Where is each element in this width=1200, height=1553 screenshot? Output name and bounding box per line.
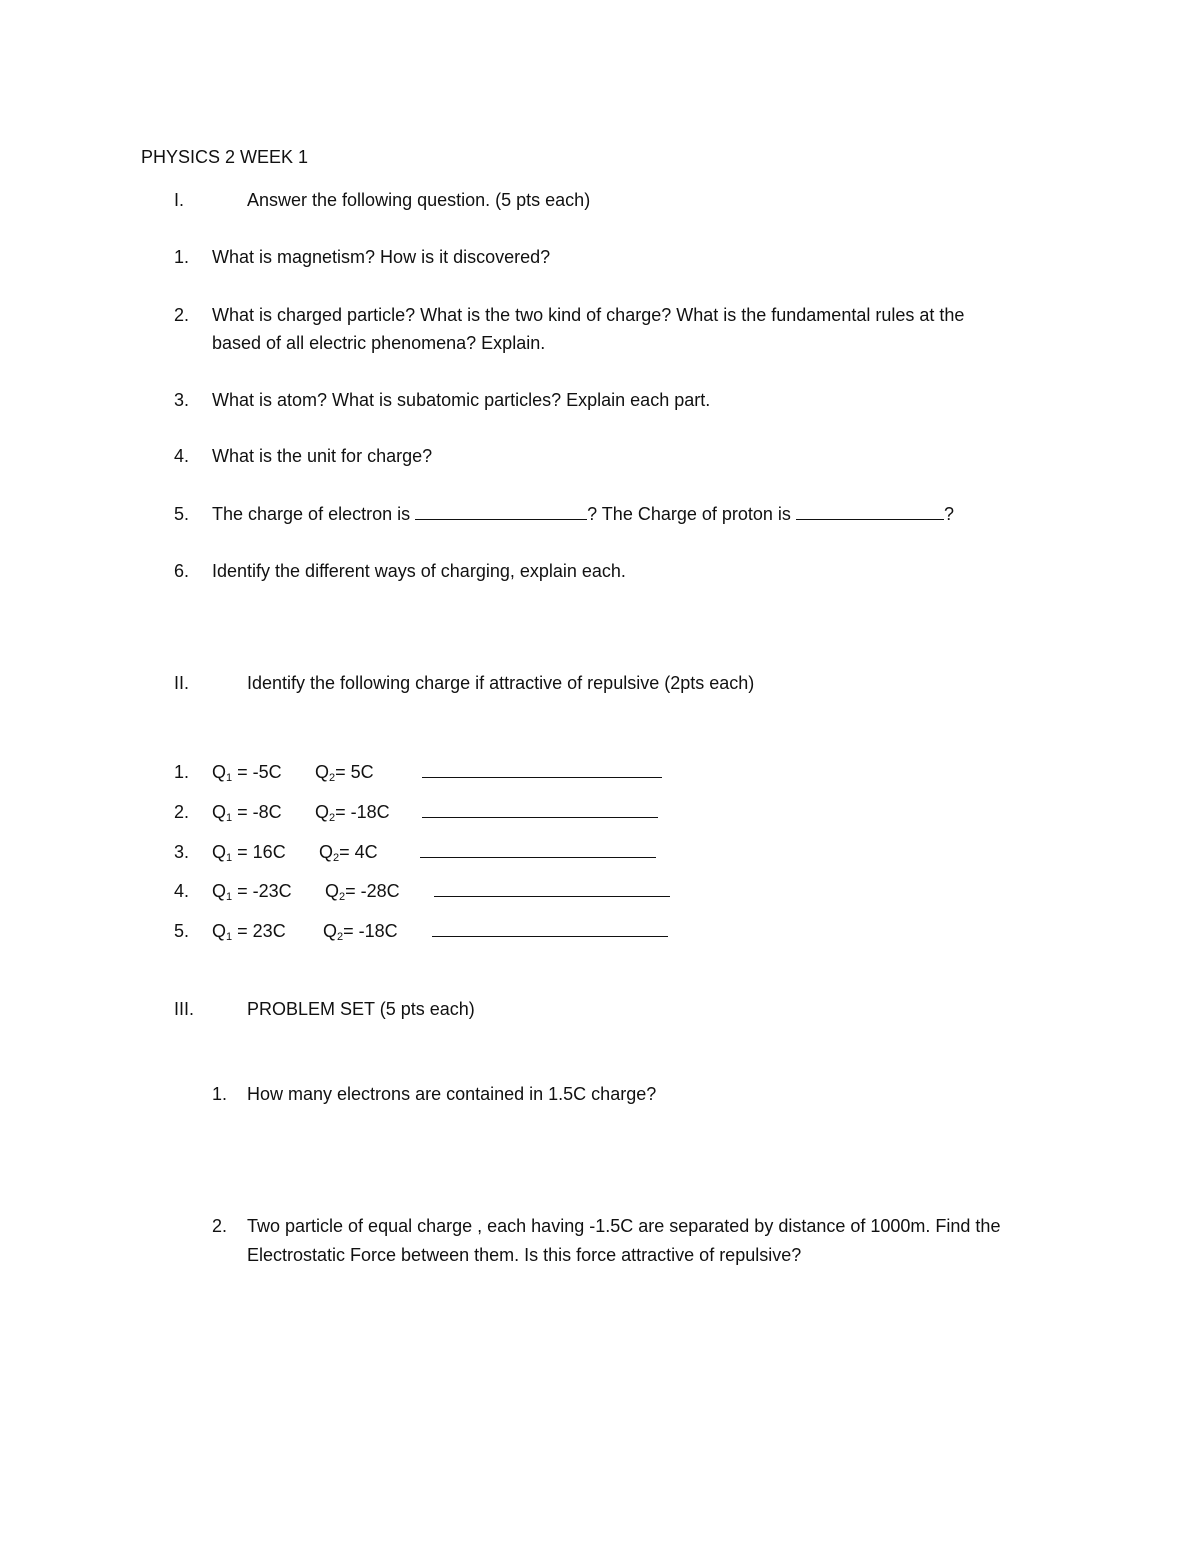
charge-q1: $Q_1 = 16C$ — [212, 842, 286, 864]
question-text: What is magnetism? How is it discovered? — [212, 247, 551, 267]
item-number: 4. — [174, 881, 190, 901]
answer-blank[interactable] — [422, 761, 662, 778]
item-number: 2. — [174, 802, 190, 822]
charge-pair — [212, 919, 668, 949]
question-text: Identify the different ways of charging, explain each. — [212, 561, 626, 581]
charge-q1: $Q_1 = -23C$ — [212, 881, 292, 903]
question-number: 6. — [174, 561, 190, 581]
answer-blank[interactable] — [796, 503, 944, 520]
question-text: What is atom? What is subatomic particles? Explain each part. — [212, 390, 711, 410]
charge-q2: $Q_2= -28C$ — [325, 881, 400, 903]
charge-q2: $Q_2= -18C$ — [323, 921, 398, 943]
problem-text: How many electrons are contained in 1.5C charge? — [247, 1084, 657, 1104]
question-number: 5. — [174, 504, 190, 524]
question-number: 2. — [174, 305, 190, 325]
problem-text: Two particle of equal charge , each having -1.5C are separated by distance of 1000m. Find the — [247, 1216, 1001, 1236]
question-text-part: ? The Charge of proton is — [587, 504, 791, 524]
item-number: 5. — [174, 921, 190, 941]
question-text: What is charged particle? What is the two kind of charge? What is the fundamental rules at the — [212, 305, 965, 325]
charge-q1: $Q_1 = 23C$ — [212, 921, 286, 943]
section-2-numeral: II. — [174, 673, 190, 693]
charge-q1: $Q_1 = -5C$ — [212, 762, 282, 784]
question-number: 4. — [174, 446, 190, 466]
question-number: 3. — [174, 390, 190, 410]
problem-text-continued: Electrostatic Force between them. Is this force attractive of repulsive? — [247, 1245, 802, 1265]
question-text-continued: based of all electric phenomena? Explain. — [212, 333, 546, 353]
section-1-numeral: I. — [174, 190, 185, 210]
problem-number: 1. — [212, 1084, 228, 1104]
question-number: 1. — [174, 247, 190, 267]
page-title: PHYSICS 2 WEEK 1 — [141, 147, 309, 167]
charge-pair — [212, 800, 658, 830]
charge-q2: $Q_2= -18C$ — [315, 802, 390, 824]
section-3-heading: PROBLEM SET (5 pts each) — [247, 999, 475, 1019]
section-3-numeral: III. — [174, 999, 195, 1019]
answer-blank[interactable] — [432, 920, 668, 937]
charge-pair — [212, 760, 662, 790]
charge-q1: $Q_1 = -8C$ — [212, 802, 282, 824]
charge-pair — [212, 879, 670, 909]
answer-blank[interactable] — [422, 801, 658, 818]
section-2-heading: Identify the following charge if attractive of repulsive (2pts each) — [247, 673, 755, 693]
item-number: 1. — [174, 762, 190, 782]
charge-pair — [212, 840, 656, 870]
question-text-part: The charge of electron is — [212, 504, 411, 524]
charge-q2: $Q_2= 5C$ — [315, 762, 374, 784]
question-text-part: ? — [943, 504, 954, 524]
answer-blank[interactable] — [420, 841, 656, 858]
question-text: What is the unit for charge? — [212, 446, 433, 466]
question-text — [212, 502, 954, 526]
answer-blank[interactable] — [434, 880, 670, 897]
problem-number: 2. — [212, 1216, 228, 1236]
charge-q2: $Q_2= 4C$ — [319, 842, 378, 864]
section-1-heading: Answer the following question. (5 pts each) — [247, 190, 591, 210]
answer-blank[interactable] — [415, 503, 587, 520]
item-number: 3. — [174, 842, 190, 862]
